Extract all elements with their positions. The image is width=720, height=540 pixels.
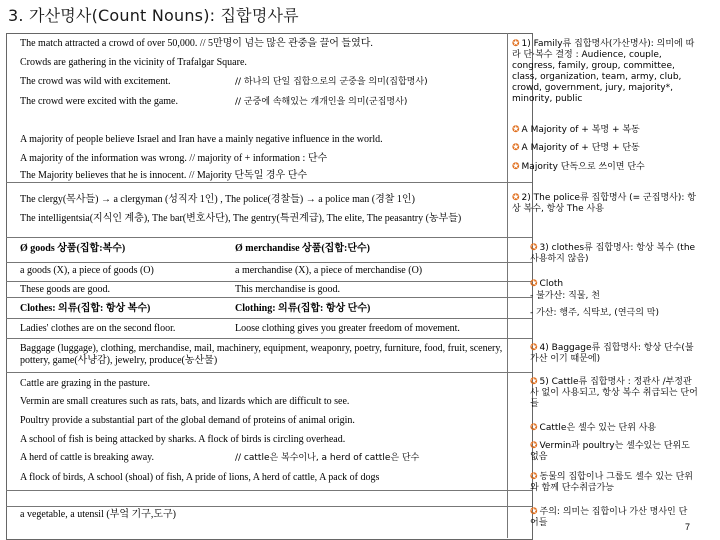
example-sentence: A herd of cattle is breaking away. <box>20 452 155 463</box>
example-sentence: Cattle are grazing in the pasture. <box>20 378 150 389</box>
example-sentence: The clergy(목사들) → a clergyman (성직자 1인) , The police(경찰들) → a police man (경찰 1인) <box>20 194 415 205</box>
example-sentence: A flock of birds, A school (shoal) of fish, A pride of lions, A herd of cattle, A pack of dogs <box>20 472 380 483</box>
note-text: - 가산: 행주, 식탁보, (연극의 막) <box>530 308 659 318</box>
note-item <box>530 507 690 529</box>
note-text: Cloth <box>539 279 564 289</box>
row-divider <box>6 372 532 373</box>
note-text: 4) Baggage류 집합명사: 항상 단수(불가산 이기 때문에) <box>530 343 694 364</box>
example-sentence: Baggage (luggage), clothing, merchandise, mail, machinery, equipment, weaponry, poetry, furniture, food, fruit, scenery, pottery, game(사냥감), jewelry, produce(농산물) <box>20 343 503 366</box>
bullet-icon: ✪ <box>512 125 520 135</box>
row-divider <box>6 237 532 238</box>
example-sentence: The intelligentsia(지식인 계층), The bar(변호사단), The gentry(특권계급), The elite, The peasantry (농부들) <box>20 213 462 224</box>
note-text: Cattle은 셀수 있는 단위 사용 <box>539 423 657 433</box>
table-cell: a merchandise (X), a piece of merchandise (O) <box>235 265 423 276</box>
bullet-icon: ✪ <box>530 472 538 482</box>
row-divider <box>6 297 532 298</box>
example-sentence: Poultry provide a substantial part of the global demand of proteins of animal origin. <box>20 415 355 426</box>
note-text: A Majority of + 복명 + 복동 <box>521 125 640 135</box>
note-text: 주의: 의미는 집합이나 가산 명사인 단어들 <box>530 507 688 528</box>
example-comment: // 군중에 속해있는 개개인을 의미(군집명사) <box>235 97 408 107</box>
example-sentence: A school of fish is being attacked by sharks. A flock of birds is circling overhead. <box>20 434 346 445</box>
example-sentence: Crowds are gathering in the vicinity of Trafalgar Square. <box>20 57 247 68</box>
example-sentence: The match attracted a crowd of over 50,000. // 5만명이 넘는 많은 관중을 끌어 들였다. <box>20 38 373 49</box>
example-sentence: The crowd was wild with excitement. <box>20 76 171 87</box>
bullet-icon: ✪ <box>512 162 520 172</box>
note-text: A Majority of + 단명 + 단동 <box>521 143 640 153</box>
note-item <box>530 472 700 494</box>
row-divider <box>6 338 532 339</box>
row-divider <box>6 262 532 263</box>
example-sentence: The crowd were excited with the game. <box>20 96 178 107</box>
bullet-icon: ✪ <box>530 279 538 289</box>
example-comment: // cattle은 복수이나, a herd of cattle은 단수 <box>235 453 420 463</box>
note-item <box>530 377 700 410</box>
bullet-icon: ✪ <box>530 377 538 387</box>
note-item <box>512 143 697 154</box>
example-sentence: The Majority believes that he is innocent. // Majority 단독일 경우 단수 <box>20 170 308 181</box>
note-item <box>530 423 715 434</box>
example-comment: // 하나의 단일 집합으로의 군중을 의미(집합명사) <box>235 77 428 87</box>
bullet-icon: ✪ <box>530 441 538 451</box>
table-cell: Ø goods 상품(집합:복수) <box>20 243 126 254</box>
bullet-icon: ✪ <box>530 507 538 517</box>
page-title: 3. 가산명사(Count Nouns): 집합명사류 <box>8 6 299 25</box>
note-item <box>512 125 697 136</box>
example-sentence: Vermin are small creatures such as rats, bats, and lizards which are difficult to see. <box>20 396 350 407</box>
note-text: 2) The police류 집합명사 (= 군집명사): 항상 복수, 항상 The 사용 <box>512 193 696 214</box>
bullet-icon: ✪ <box>530 343 538 353</box>
row-divider <box>6 318 532 319</box>
table-cell: Clothes: 의류(집합: 항상 복수) <box>20 303 151 314</box>
column-divider <box>507 33 508 538</box>
bullet-icon: ✪ <box>530 423 538 433</box>
row-divider <box>6 506 532 507</box>
note-text: 1) Family류 집합명사(가산명사): 의미에 따라 단·복수 결정 : Audience, couple, congress, family, group, committee, class, organization, team, army, club, crowd, government, jury, majority*, minority, public <box>512 39 695 104</box>
note-text: Majority 단독으로 쓰이면 단수 <box>521 162 645 172</box>
row-divider <box>6 182 532 183</box>
note-item <box>530 343 700 365</box>
table-cell: a goods (X), a piece of goods (O) <box>20 265 154 276</box>
page-number: 7 <box>684 522 690 532</box>
note-item <box>512 162 697 173</box>
example-sentence: A majority of the information was wrong. // majority of + information : 단수 <box>20 153 328 164</box>
note-text: 3) clothes류 집합명사: 항상 복수 (the 사용하지 않음) <box>530 243 696 264</box>
example-sentence: A majority of people believe Israel and Iran have a mainly negative influence in the world. <box>20 134 383 145</box>
note-item <box>530 243 700 265</box>
table-cell: Clothing: 의류(집합: 항상 단수) <box>235 303 371 314</box>
note-item <box>512 39 697 105</box>
bullet-icon: ✪ <box>530 243 538 253</box>
table-cell: Ø merchandise 상품(집합:단수) <box>235 243 370 254</box>
table-cell: This merchandise is good. <box>235 284 340 295</box>
bullet-icon: ✪ <box>512 143 520 153</box>
example-sentence: a vegetable, a utensil (부엌 기구,도구) <box>20 509 176 520</box>
note-text: Vermin과 poultry는 셀수있는 단위도 없음 <box>530 441 690 462</box>
bullet-icon: ✪ <box>512 39 520 49</box>
note-text: 동물의 집합이나 그룹도 셀수 있는 단위와 함께 단수취급가능 <box>530 472 693 493</box>
table-cell: Ladies' clothes are on the second floor. <box>20 323 176 334</box>
note-item <box>512 193 697 215</box>
note-text: - 불가산: 직물, 천 <box>530 291 600 301</box>
row-divider <box>6 490 532 491</box>
row-divider <box>6 281 532 282</box>
note-item <box>530 441 700 463</box>
table-cell: These goods are good. <box>20 284 110 295</box>
note-text: 5) Cattle류 집합명사 : 정관사 /부정관사 없이 사용되고, 항상 복수 취급되는 단어들 <box>530 377 698 409</box>
note-item <box>530 279 715 290</box>
bullet-icon: ✪ <box>512 193 520 203</box>
table-cell: Loose clothing gives you greater freedom of movement. <box>235 323 460 334</box>
